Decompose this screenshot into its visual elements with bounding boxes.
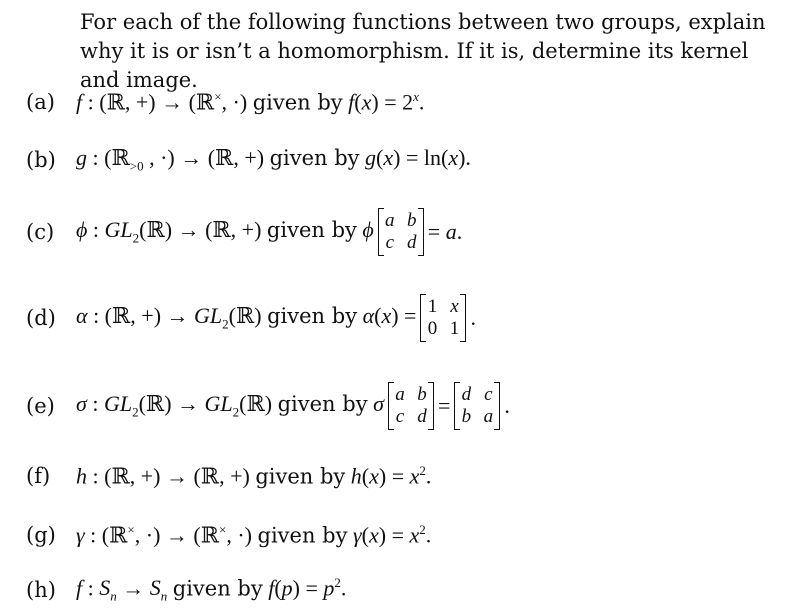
intro-text: For each of the following functions between two groups, explain why it is or isn’t a homomorphism. If it is, determine its kernel and image. [80,10,766,92]
item-math: ϕ : $GL_2(ℝ)$ → (ℝ, +) given by ϕ [76,217,374,246]
item-c: (c) ϕ : $GL_2(ℝ)$ → (ℝ, +) given by ϕ a b c d = a. [26,210,463,253]
item-label: (e) [26,394,55,418]
item-d: (d) α : (ℝ, +) → $GL_2(ℝ)$ given by α(x) = 1 x 0 1 . [26,296,476,339]
item-g [26,515,431,555]
item-math: σ : $GL_2(ℝ)$ → $GL_2(ℝ)$ given by σ [76,391,384,420]
item-label: (a) [26,90,55,114]
item-label: (h) [26,578,56,602]
item-b [26,140,471,180]
item-label: (g) [26,523,56,547]
item-label: (b) [26,148,56,172]
item-label: (c) [26,220,55,244]
item-f [26,456,431,496]
matrix-abcd: a b c d [388,384,434,428]
item-math: γ : (ℝ×, ·) → (ℝ×, ·) given by $\gamma(x) = x^2$. [76,521,432,548]
item-e: (e) σ : $GL_2(ℝ)$ → $GL_2(ℝ)$ given by σ a b c d = d c b a . [26,384,510,427]
matrix-abcd: a b c d [378,210,424,254]
item-a [26,82,424,122]
item-math: f : (ℝ, +) → (ℝ×, ·) given by $f(x) = 2^x$. [76,88,425,115]
item-label: (d) [26,306,56,330]
item-label: (f) [26,464,51,488]
matrix-1x01: 1 x 0 1 [420,296,466,340]
matrix-dcba: d c b a [454,384,500,428]
item-h [26,570,346,610]
item-math: α : (ℝ, +) → $GL_2(ℝ)$ given by α(x) = [76,303,417,332]
item-math: h : (ℝ, +) → (ℝ, +) given by $h(x) = x^2$. [76,462,432,489]
item-math: g : (ℝ$_{>0}$ , ·) → (ℝ, +) given by g(x) = ln(x). [76,145,471,174]
item-math: f : $S_n \to S_n$ given by $f(p) = p^2$. [76,575,347,604]
